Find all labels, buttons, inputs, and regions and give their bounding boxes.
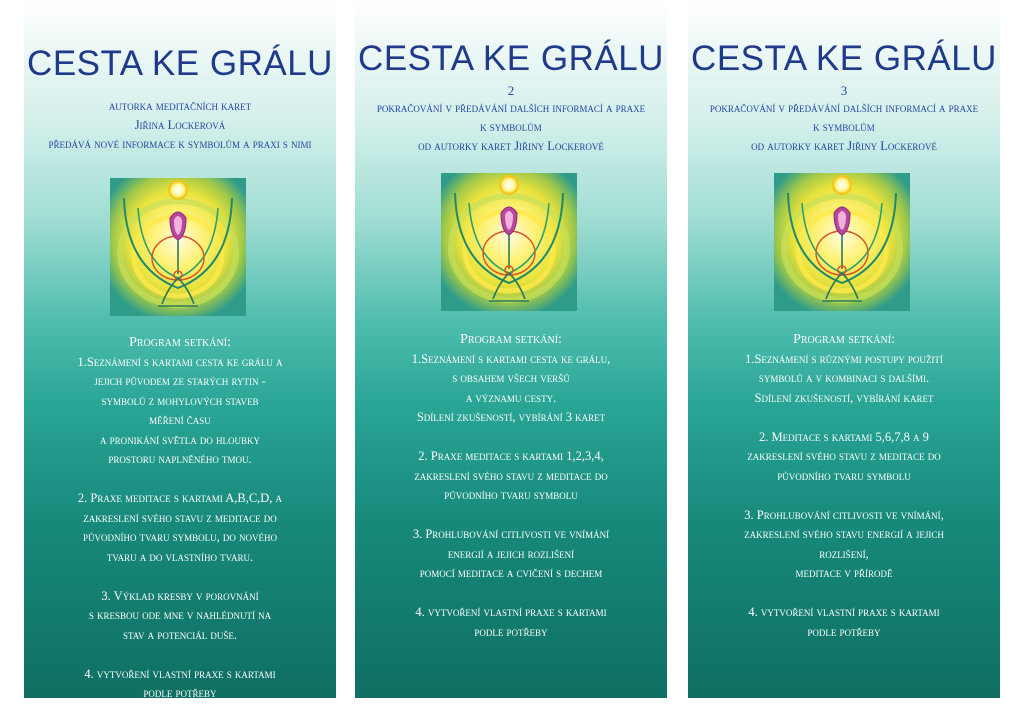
subtitle-line: od autorky karet Jiřiny Lockerové: [418, 139, 604, 153]
program-item-line: původního tvaru symbolu, do nového: [83, 530, 277, 544]
program-item-line: pomocí meditace a cvičení s dechem: [419, 566, 603, 580]
program-item-line: jejich původem ze starých rytin -: [94, 374, 266, 388]
program-section: [688, 330, 1000, 642]
program-item-line: s obsahem všech veršů: [452, 371, 570, 385]
subtitle-line: pokračování v předávání dalších informací a praxe: [709, 101, 979, 115]
program-item-line: 3. Výklad kresby v porovnání: [101, 588, 259, 603]
program-item-line: 1.Seznámení s kartami cesta ke grálu a: [77, 354, 283, 369]
item-spacer: [24, 645, 336, 665]
panel-subtitle: [688, 83, 1000, 156]
item-spacer: [355, 584, 667, 604]
program-item-line: zakreslení svého stavu z meditace do: [747, 449, 941, 463]
subtitle-line: k symbolům: [813, 120, 875, 134]
program-item-line: Sdílení zkušeností, vybírání 3 karet: [416, 410, 606, 424]
program-item-line: 3. Prohlubování citlivosti ve vnímání,: [744, 507, 944, 522]
program-section: [24, 333, 336, 698]
program-heading: Program setkání:: [460, 332, 562, 347]
program-item-line: s kresbou ode mne v nahlédnutí na: [88, 608, 272, 622]
item-spacer: [688, 408, 1000, 428]
subtitle-line: předává nové informace k symbolům a praxi s nimi: [48, 137, 312, 151]
program-item-line: 2. Meditace s kartami 5,6,7,8 a 9: [759, 429, 929, 444]
grail-card-icon: [441, 173, 577, 311]
grail-card-icon: [774, 173, 910, 311]
program-item-line: podle potřeby: [807, 624, 881, 639]
program-item-line: a pronikání světla do hloubky: [100, 432, 260, 447]
program-item-line: 3. Prohlubování citlivosti ve vnímání: [412, 527, 610, 541]
item-spacer: [355, 506, 667, 526]
program-item-line: 4. vytvoření vlastní praxe s kartami: [84, 666, 276, 681]
program-item-line: 4. vytvoření vlastní praxe s kartami: [748, 605, 940, 619]
grail-card-image: [441, 173, 577, 311]
program-item-line: 1.Seznámení s různými postupy použití: [745, 351, 943, 366]
item-spacer: [688, 486, 1000, 506]
program-item-line: energií a jejich rozlišení: [447, 546, 575, 561]
program-item-line: 2. Praxe meditace s kartami A,B,C,D, a: [77, 491, 283, 505]
item-spacer: [355, 428, 667, 448]
panel-title: CESTA KE GRÁLU: [27, 44, 333, 83]
program-item-line: a významu cesty.: [465, 390, 557, 405]
panel-subtitle: [24, 97, 336, 154]
program-item-line: Sdílení zkušeností, vybírání karet: [754, 390, 934, 405]
program-item-line: 2. Praxe meditace s kartami 1,2,3,4,: [418, 449, 604, 463]
subtitle-line: pokračování v předávání dalších informací a praxe: [376, 101, 646, 115]
program-item-line: stav a potenciál duše.: [122, 627, 238, 642]
subtitle-line: Jiřina Lockerová: [134, 118, 226, 132]
program-item-line: meditace v přírodě: [795, 566, 893, 580]
subtitle-line: k symbolům: [480, 120, 542, 134]
program-item-line: 4. vytvoření vlastní praxe s kartami: [415, 605, 607, 619]
program-item-line: symbolů a v kombinaci s dalšími.: [758, 371, 930, 385]
program-item-line: původního tvaru symbolu: [777, 468, 911, 483]
program-item-line: tvaru a do vlastního tvaru.: [106, 549, 254, 564]
item-spacer: [24, 567, 336, 587]
program-heading: Program setkání:: [793, 332, 895, 347]
subtitle-line: od autorky karet Jiřiny Lockerové: [751, 139, 937, 153]
panel-number: 2: [507, 83, 515, 98]
item-spacer: [24, 470, 336, 490]
panel-title: CESTA KE GRÁLU: [691, 39, 997, 78]
item-spacer: [688, 584, 1000, 604]
program-item-line: zakreslení svého stavu z meditace do: [414, 468, 608, 483]
grail-card-icon: [110, 178, 246, 316]
program-item-line: symbolů z mohylových staveb: [101, 393, 259, 408]
grail-card-image: [774, 173, 910, 311]
program-item-line: zakreslení svého stavu energií a jejich: [744, 527, 944, 541]
program-item-line: měření času: [149, 413, 211, 427]
subtitle-line: autorka meditačních karet: [108, 99, 252, 113]
panel-subtitle: [355, 83, 667, 156]
panel-title: CESTA KE GRÁLU: [358, 39, 664, 78]
program-item-line: zakreslení svého stavu z meditace do: [83, 510, 277, 525]
program-item-line: podle potřeby: [143, 686, 217, 698]
panel-number: 3: [840, 83, 848, 98]
flyer-panel-1: [24, 0, 336, 698]
flyer-panel-2: [355, 0, 667, 698]
program-item-line: podle potřeby: [474, 624, 548, 639]
grail-card-image: [110, 178, 246, 316]
program-item-line: 1.Seznámení s kartami cesta ke grálu,: [411, 351, 611, 366]
program-item-line: původního tvaru symbolu: [444, 488, 578, 502]
program-section: [355, 330, 667, 642]
flyer-panel-3: [688, 0, 1000, 698]
program-item-line: rozlišení,: [819, 546, 869, 561]
program-item-line: prostoru naplněného tmou.: [108, 452, 252, 466]
program-heading: Program setkání:: [129, 335, 231, 350]
